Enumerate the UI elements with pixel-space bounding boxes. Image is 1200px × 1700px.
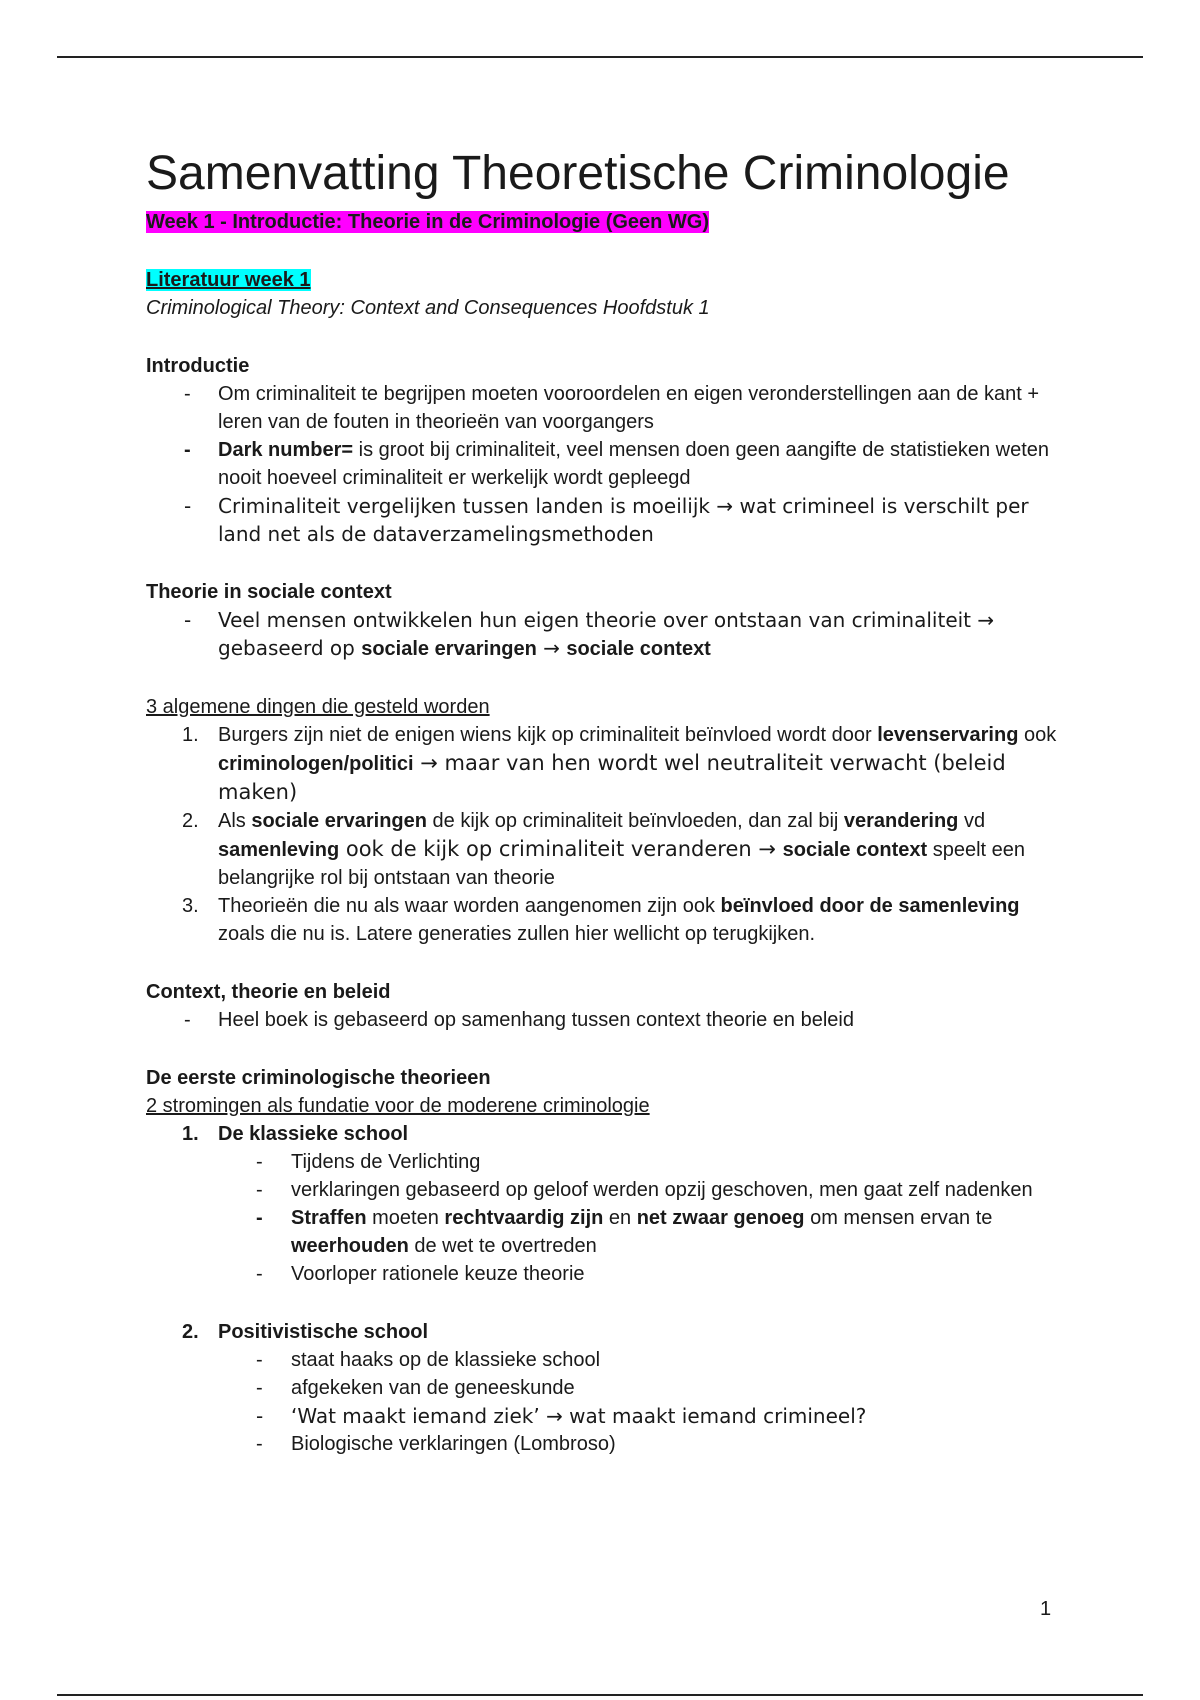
general-list (146, 721, 1066, 948)
list-item: - Voorloper rationele keuze theorie (256, 1263, 585, 1285)
list-item: - verklaringen gebaseerd op geloof werden opzij geschoven, men gaat zelf nadenken (256, 1179, 1033, 1201)
list-item: - Biologische verklaringen (Lombroso) (256, 1433, 616, 1455)
list-item: - Heel boek is gebaseerd op samenhang tussen context theorie en beleid (184, 1009, 854, 1031)
schools-list (146, 1120, 1066, 1148)
list-item: - Om criminaliteit te begrijpen moeten vooroordelen en eigen veronderstellingen aan de kant + leren van de fouten in theorieën van voorgangers (184, 383, 1040, 433)
literature-label: Literatuur week 1 (146, 269, 311, 291)
week-heading: Week 1 - Introductie: Theorie in de Criminologie (Geen WG) (146, 211, 710, 233)
footer-rule (57, 1694, 1143, 1696)
list-item: 1. Burgers zijn niet de enigen wiens kijk op criminaliteit beïnvloed wordt door levenservaring ook criminologen/politici → maar van hen wordt wel neutraliteit verwacht (beleid maken) (182, 724, 1057, 804)
list-item: - ‘Wat maakt iemand ziek’ → wat maakt iemand crimineel? (256, 1404, 867, 1428)
list-item: - Straffen moeten rechtvaardig zijn en net zwaar genoeg om mensen ervan te weerhouden de wet te overtreden (256, 1207, 993, 1257)
list-item: 2. Positivistische school (182, 1321, 429, 1343)
list-item: 2. Als sociale ervaringen de kijk op criminaliteit beïnvloeden, dan zal bij verandering vd samenleving ook de kijk op criminaliteit veranderen → sociale context speelt een belangrijke rol bij ontstaan van theorie (182, 810, 1026, 889)
section-heading-sociale-context: Theorie in sociale context (146, 581, 392, 603)
header-rule (57, 56, 1143, 58)
klassieke-school-list (146, 1148, 1066, 1288)
list-item: - Tijdens de Verlichting (256, 1151, 481, 1173)
list-item: 1. De klassieke school (182, 1123, 409, 1145)
list-item: - afgekeken van de geneeskunde (256, 1377, 575, 1399)
list-item: - Dark number= is groot bij criminaliteit, veel mensen doen geen aangifte de statistieken weten nooit hoeveel criminaliteit er werkelijk wordt gepleegd (184, 439, 1050, 489)
subheading-algemene-dingen: 3 algemene dingen die gesteld worden (146, 696, 490, 718)
section-heading-context: Context, theorie en beleid (146, 981, 391, 1003)
intro-list (146, 380, 1066, 548)
positivistische-school-list (146, 1346, 1066, 1458)
list-item: - Veel mensen ontwikkelen hun eigen theorie over ontstaan van criminaliteit → gebaseerd op sociale ervaringen → sociale context (184, 608, 995, 660)
list-item: - staat haaks op de klassieke school (256, 1349, 601, 1371)
page-title: Samenvatting Theoretische Criminologie (146, 147, 1010, 200)
section-heading-eerste-theorieen: De eerste criminologische theorieen (146, 1067, 491, 1089)
literature-source: Criminological Theory: Context and Consequences Hoofdstuk 1 (146, 297, 710, 319)
list-item: - Criminaliteit vergelijken tussen landen is moeilijk → wat crimineel is verschilt per land net als de dataverzamelingsmethoden (184, 494, 1029, 546)
social-list (146, 606, 1066, 663)
section-heading-introductie: Introductie (146, 355, 250, 377)
context-list (146, 1006, 1066, 1034)
document-page (146, 146, 1066, 1458)
subheading-stromingen: 2 stromingen als fundatie voor de moderene criminologie (146, 1095, 650, 1117)
page-number: 1 (1040, 1598, 1052, 1620)
schools-list-2 (146, 1318, 1066, 1346)
list-item: 3. Theorieën die nu als waar worden aangenomen zijn ook beïnvloed door de samenleving zoals die nu is. Latere generaties zullen hier wellicht op terugkijken. (182, 895, 1020, 945)
